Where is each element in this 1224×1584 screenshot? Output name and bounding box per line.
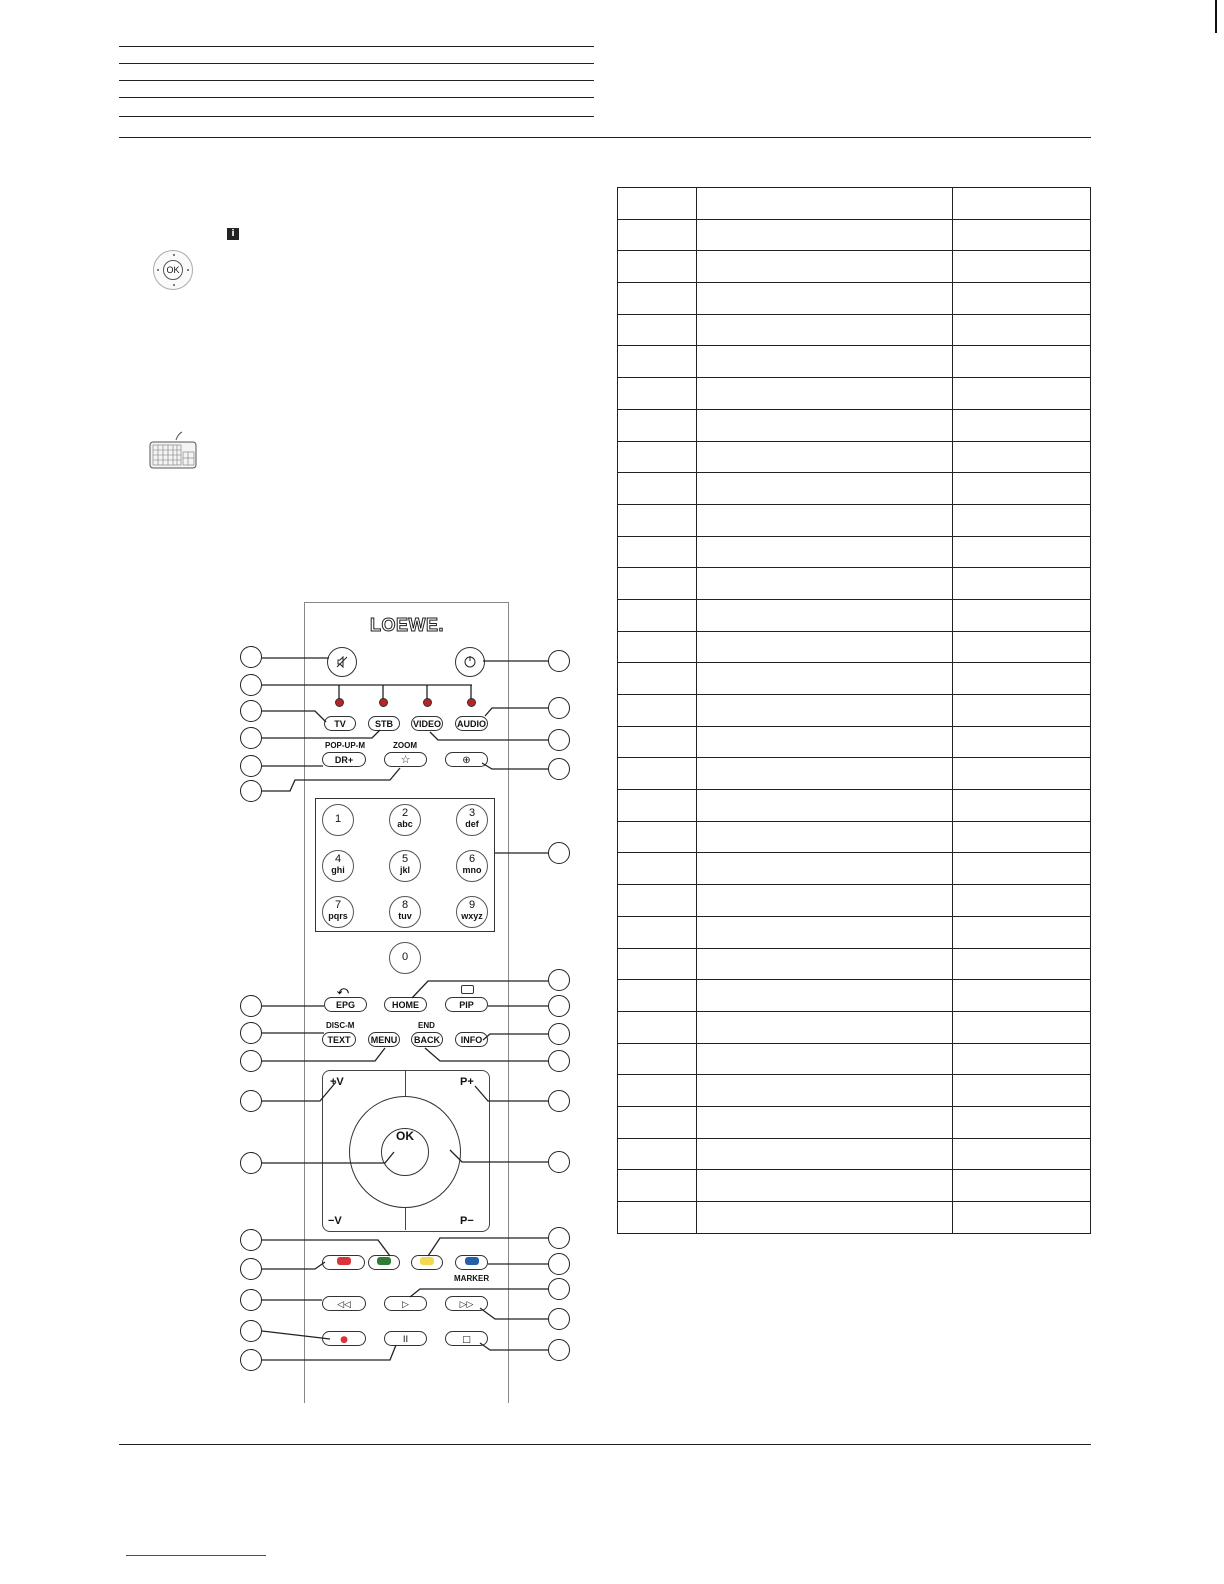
video-button[interactable]: VIDEO	[411, 716, 443, 731]
callout-marker	[240, 674, 262, 696]
digit-key-number: 2	[401, 807, 409, 819]
digit-key-letters: jkl	[399, 865, 410, 875]
rewind-icon: ◁◁	[337, 1300, 351, 1310]
callout-marker	[240, 727, 262, 749]
pip-button[interactable]: PIP	[445, 997, 488, 1012]
callout-marker	[240, 780, 262, 802]
tv-button[interactable]: TV	[324, 716, 356, 731]
digit-key-number: 8	[401, 899, 409, 911]
callout-marker	[240, 1258, 262, 1280]
callout-marker	[240, 1320, 262, 1342]
digit-key-number: 3	[468, 807, 476, 819]
footer-divider	[119, 1444, 1091, 1445]
callout-marker	[240, 1349, 262, 1371]
digit-key-letters: abc	[397, 819, 413, 829]
callout-marker	[240, 700, 262, 722]
popup-label: POP-UP-M	[325, 741, 365, 750]
info-icon: i	[227, 228, 239, 240]
digit-key-letters: mno	[462, 865, 482, 875]
callout-marker	[548, 842, 570, 864]
callout-marker	[548, 758, 570, 780]
callout-marker	[548, 1151, 570, 1173]
pause-icon: II	[402, 1335, 409, 1345]
callout-marker	[548, 995, 570, 1017]
text-button[interactable]: TEXT	[322, 1032, 356, 1047]
end-label: END	[418, 1021, 435, 1030]
ok-navigation-icon: OK	[153, 250, 193, 290]
digit-key-letters: tuv	[398, 911, 412, 921]
stop-icon: □	[462, 1335, 471, 1345]
callout-marker	[548, 1227, 570, 1249]
callout-marker	[548, 1050, 570, 1072]
digit-key-letters: pqrs	[328, 911, 348, 921]
stb-button[interactable]: STB	[368, 716, 400, 731]
callout-marker	[548, 650, 570, 672]
callout-marker	[548, 1339, 570, 1361]
play-icon: ▷	[402, 1300, 409, 1310]
program-up-button[interactable]: P+	[460, 1076, 474, 1088]
back-button[interactable]: BACK	[411, 1032, 443, 1047]
callout-marker	[240, 646, 262, 668]
record-icon: ●	[340, 1335, 348, 1345]
callout-marker	[548, 729, 570, 751]
callout-marker	[240, 1050, 262, 1072]
digit-key-letters: ghi	[331, 865, 345, 875]
callout-marker	[240, 755, 262, 777]
digit-key-number: 9	[468, 899, 476, 911]
disc-label: DISC-M	[326, 1021, 355, 1030]
home-button[interactable]: HOME	[384, 997, 427, 1012]
callout-marker	[548, 1090, 570, 1112]
callout-marker	[548, 697, 570, 719]
callout-marker	[548, 1023, 570, 1045]
callout-marker	[240, 995, 262, 1017]
callout-marker	[548, 969, 570, 991]
star-icon: ☆	[400, 753, 411, 766]
digit-key-letters: def	[465, 819, 479, 829]
digit-key-number: 4	[334, 853, 342, 865]
info-button[interactable]: INFO	[455, 1032, 488, 1047]
callout-marker	[240, 1090, 262, 1112]
callout-marker	[240, 1289, 262, 1311]
footer-link-underline[interactable]	[126, 1555, 266, 1556]
epg-button[interactable]: EPG	[324, 997, 367, 1012]
marker-label: MARKER	[454, 1274, 490, 1283]
brand-logo: LOEWE.	[370, 615, 444, 635]
menu-button[interactable]: MENU	[368, 1032, 400, 1047]
volume-up-button[interactable]: +V	[330, 1076, 344, 1088]
program-down-button[interactable]: P−	[460, 1215, 474, 1227]
callout-marker	[548, 1253, 570, 1275]
digit-key-letters: wxyz	[461, 911, 483, 921]
digit-key-number: 0	[401, 951, 409, 963]
source-icon: ⊕	[462, 755, 471, 766]
volume-down-button[interactable]: −V	[328, 1215, 342, 1227]
callout-marker	[240, 1022, 262, 1044]
callout-marker	[548, 1278, 570, 1300]
fast-forward-icon: ▷▷	[459, 1300, 474, 1310]
callout-marker	[548, 1308, 570, 1330]
audio-button[interactable]: AUDIO	[455, 716, 488, 731]
back-arrow-icon: ⤺	[337, 985, 349, 997]
dr-plus-button[interactable]: DR+	[322, 752, 366, 767]
digit-key-number: 5	[401, 853, 409, 865]
callout-marker	[240, 1152, 262, 1174]
digit-key-number: 1	[334, 813, 342, 825]
zoom-label: ZOOM	[393, 741, 417, 750]
digit-key-number: 6	[468, 853, 476, 865]
digit-key-number: 7	[334, 899, 342, 911]
ok-button[interactable]: OK	[381, 1128, 429, 1176]
callout-marker	[240, 1229, 262, 1251]
